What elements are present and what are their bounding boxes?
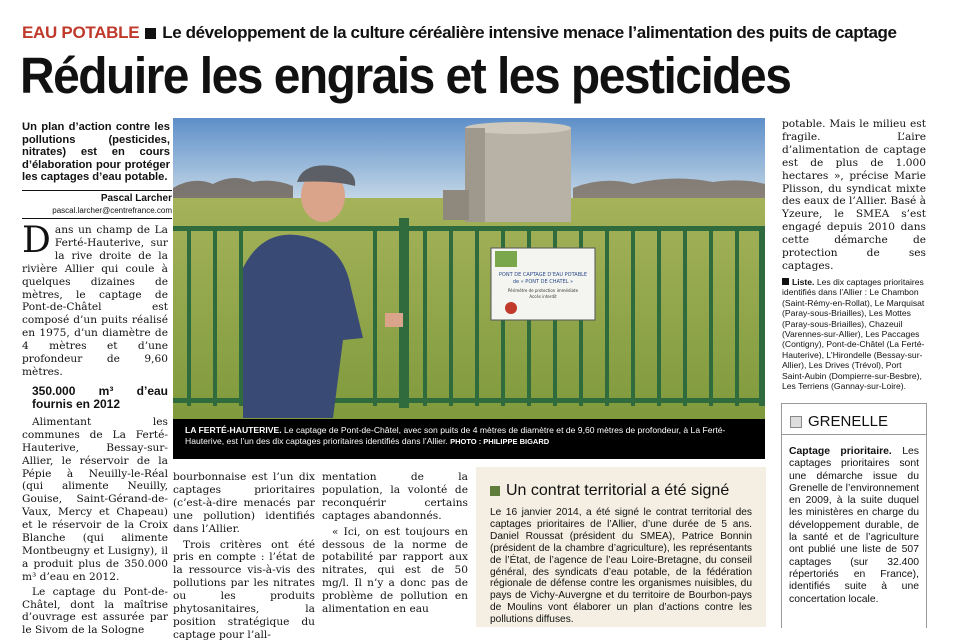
liste-square-icon — [782, 278, 789, 285]
paragraph-4: bourbonnaise est l’un dix captages prioritaires (c’est-à-dire menacés par une pollution) identifiés dans l’Allier. — [173, 471, 315, 535]
grenelle-square-icon — [790, 416, 802, 428]
sign-line-2: de « PONT DE CHATEL » — [512, 279, 574, 285]
article-column-1 — [22, 220, 168, 637]
paragraph-1 — [22, 220, 168, 379]
grenelle-body — [789, 446, 919, 606]
article-column-2 — [173, 471, 315, 642]
sign-line-4: Accès interdit — [529, 294, 557, 299]
caption-credit: PHOTO : PHILIPPE BIGARD — [450, 437, 550, 446]
byline-rule — [22, 218, 172, 219]
grenelle-box — [781, 403, 927, 628]
liste-block — [782, 277, 926, 391]
article-column-4 — [782, 118, 926, 273]
grenelle-lead: Captage prioritaire. — [789, 446, 892, 457]
rubric-kicker: Le développement de la culture céréalière intensive menace l’alimentation des puits de captage — [162, 23, 897, 42]
photo-illustration — [173, 118, 765, 419]
drop-cap: D — [22, 220, 51, 261]
info-box — [476, 467, 766, 627]
paragraph-8: potable. Mais le milieu est fragile. L’aire d’alimentation de captage est de plus de 1.000 hectares », précise Marie Plisson, du syndicat mixte des eaux de l’Allier. Basé à Yzeure, le SMEA s’est engagé depuis 2010 dans cette démarche de protection de ses captages. — [782, 118, 926, 272]
grenelle-header — [790, 413, 888, 430]
caption-text: Le captage de Pont-de-Châtel, avec son puits de 4 mètres de diamètre et de 9,60 mètres de profondeur, à La Ferté-Hauterive, est l’un des dix captages prioritaires identifiés dans l’Allier. — [185, 425, 726, 446]
paragraph-2: Alimentant les communes de La Ferté-Hauterive, Bessay-sur-Allier, le réservoir de la Pépie à Neuilly-le-Réal (qui alimente Neuilly, Gouise, Saint-Gérand-de-Vaux, Mercy et Chapeau) et le réservoir de la Croix Blanche (qui alimente Montbeugny et Lusigny), il a produit plus de 350.000 m³ d’eau en 2012. — [22, 415, 168, 583]
grenelle-rule — [782, 434, 926, 435]
rubric-line — [22, 23, 897, 43]
rubric-tag: EAU POTABLE — [22, 23, 140, 42]
sign-line-3: Périmètre de protection immédiate — [507, 288, 579, 293]
sign-line-1: PONT DE CAPTAGE D’EAU POTABLE — [498, 272, 588, 278]
article-column-3 — [322, 471, 468, 616]
rubric-square-bullet — [145, 28, 156, 39]
paragraph-6: mentation de la population, la volonté de reconquérir certains captages abandonnés. — [322, 471, 468, 522]
paragraph-1-text: ans un champ de La Ferté-Hauterive, sur la rive droite de la rivière Allier qui coule à quelques dizaines de mètres, le captage de Pont-de-Châtel est composé d’un puits réalisé en 1975, d’un diamètre de 4 mètres et d’une profondeur de 9,60 mètres. — [22, 224, 168, 378]
byline-name: Pascal Larcher — [100, 193, 172, 204]
chapo-rule — [22, 190, 172, 191]
info-box-body: Le 16 janvier 2014, a été signé le contrat territorial des captages prioritaires de l’Allier, d’une durée de 5 ans. Daniel Roussat (président du SMEA), Patrice Bonnin (président de la chambre d’agriculture), les représentants de l’État, de l’agence de l’eau Loire-Bretagne, du conseil général, des syndicats d’eau potable, de la fédération régionale de défense contre les organismes nuisibles, du pays de Vichy-Auvergne et du territoire de Bourbon-pays de Moulins vont élaborer un plan d’actions contre les pollutions diffuses. — [490, 507, 752, 626]
byline-email: pascal.larcher@centrefrance.com — [52, 206, 172, 215]
liste-text: Les dix captages prioritaires identifiés dans l’Allier : Le Chambon (Saint-Rémy-en-Rollat), Le Marquisat (Paray-sous-Briailles), Les Mottes (Paray-sous-Briailles), Chazeuil (Varennes-sur-Allier), Les Paccages (Contigny), Pont-de-Châtel (La Ferté-Hauterive), L’Hirondelle (Bessay-sur-Allier), Les Drives (Trévol), Port Saint-Aubin (Dompierre-sur-Besbre), Les Terriens (Gannay-sur-Loire). — [782, 277, 925, 392]
grenelle-text: Les captages prioritaires sont une démarche issue du Grenelle de l’environnement en 2009, à la suite duquel les ministères en charge du développement durable, de la santé et de l’agriculture ont publié une liste de 507 captages (sur 32.400 répertoriés en France), identifiés suite à une concertation locale. — [789, 446, 919, 605]
grenelle-title: GRENELLE — [808, 413, 889, 430]
info-box-title: Un contrat territorial a été signé — [506, 482, 730, 499]
info-box-square-icon — [490, 486, 500, 496]
chapo: Un plan d’action contre les pollutions (pesticides, nitrates) est en cours d’élaboration pour protéger les captages d’eau potable. — [22, 121, 170, 184]
subhead: 350.000 m³ d’eau fournis en 2012 — [32, 383, 168, 411]
paragraph-7: « Ici, on est toujours en dessous de la norme de potabilité par rapport aux nitrates, qui est de 50 mg/l. Il n’y a donc pas de problème de pollution en alimentation en eau — [322, 525, 468, 616]
info-box-header — [490, 482, 729, 500]
paragraph-5: Trois critères ont été pris en compte : l’état de la ressource vis-à-vis des pollutions par les nitrates ou les produits phytosanitaires, la position stratégique du captage pour l’all- — [173, 538, 315, 641]
liste-label: Liste. — [792, 277, 815, 287]
headline: Réduire les engrais et les pesticides — [20, 47, 791, 104]
article-photo — [173, 118, 765, 419]
photo-caption — [173, 419, 765, 459]
paragraph-3: Le captage du Pont-de-Châtel, dont la maîtrise d’ouvrage est assurée par le Sivom de la Sologne — [22, 585, 168, 637]
caption-place: LA FERTÉ-HAUTERIVE. — [185, 425, 282, 435]
